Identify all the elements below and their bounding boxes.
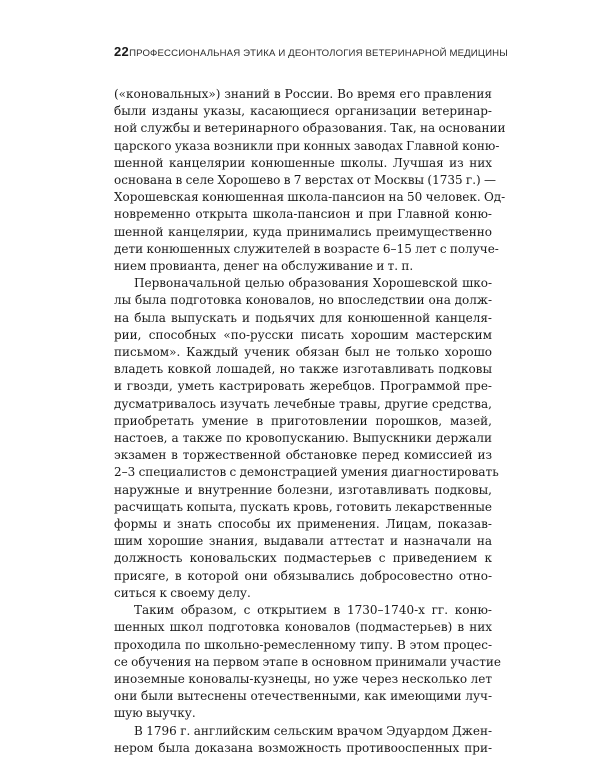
- paragraph: [114, 723, 492, 757]
- running-title: ПРОФЕССИОНАЛЬНАЯ ЭТИКА И ДЕОНТОЛОГИЯ ВЕТЕРИНАРНОЙ МЕДИЦИНЫ: [129, 48, 508, 59]
- running-header: [114, 44, 508, 66]
- text-line: должность коновальских подмастерьев с приведением к: [114, 551, 492, 566]
- text-line: шую выучку.: [114, 706, 196, 721]
- text-line: царского указа возникли при конных заводах Главной коню-: [114, 138, 500, 153]
- text-line: настоев, а также по кровопусканию. Выпускники держали: [114, 431, 492, 446]
- text-line: были изданы указы, касающиеся организации ветеринар-: [114, 104, 492, 119]
- paragraph: [114, 602, 501, 722]
- text-line: лы была подготовка коновалов, но впоследствии она долж-: [114, 293, 492, 308]
- text-line: владеть ковкой лошадей, но также изготавливать подковы: [114, 362, 492, 377]
- text-line: формы и знать способы их применения. Лицам, показав-: [114, 517, 492, 532]
- text-line: экзамен в торжественной обстановке перед комиссией из: [114, 448, 492, 463]
- text-line: В 1796 г. английским сельским врачом Эдуардом Джен-: [134, 723, 492, 738]
- text-line: письмом». Каждый ученик обязан был не только хорошо: [114, 345, 492, 360]
- text-line: шенной канцелярии конюшенные школы. Лучшая из них: [114, 155, 492, 170]
- text-line: они были вытеснены отечественными, как имеющими луч-: [114, 689, 492, 704]
- text-line: новременно открыта школа-пансион и при Главной коню-: [114, 207, 492, 222]
- text-line: основана в селе Хорошево в 7 верстах от Москвы (1735 г.) —: [114, 173, 497, 188]
- text-line: Первоначальной целью образования Хорошевской шко-: [134, 276, 492, 291]
- paragraph: [114, 86, 506, 275]
- text-line: расчищать копыта, пускать кровь, готовить лекарственные: [114, 499, 492, 514]
- text-line: шенных школ подготовка коновалов (подмастерьев) в них: [114, 620, 492, 635]
- text-line: проходила по школьно-ремесленному типу. В этом процес-: [114, 637, 492, 652]
- text-line: шим хорошие знания, выдавали аттестат и назначали на: [114, 534, 492, 549]
- text-line: ной службы и ветеринарного образования. Так, на основании: [114, 121, 506, 136]
- text-line: дети конюшенных служителей в возрасте 6–15 лет с получе-: [114, 241, 499, 256]
- body-text: [114, 86, 506, 757]
- text-line: присяге, в которой они обязывались добросовестно отно-: [114, 568, 492, 583]
- text-line: Хорошевская конюшенная школа-пансион на 50 человек. Од-: [114, 190, 506, 205]
- text-line: 2–3 специалистов с демонстрацией умения диагностировать: [114, 465, 499, 480]
- text-line: («коновальных») знаний в России. Во время его правления: [114, 87, 492, 101]
- paragraph: [114, 275, 499, 602]
- text-line: на была выпускать и подьячих для конюшенной канцеля-: [114, 310, 492, 325]
- text-line: наружные и внутренние болезни, изготавливать подковы,: [114, 482, 492, 497]
- text-line: Таким образом, с открытием в 1730–1740-х гг. коню-: [134, 603, 492, 618]
- text-line: иноземные коновалы-кузнецы, но уже через несколько лет: [114, 671, 492, 686]
- text-line: ситься к своему делу.: [114, 585, 251, 600]
- text-line: нием провианта, денег на обслуживание и т. п.: [114, 259, 414, 274]
- text-line: се обучения на первом этапе в основном принимали участие: [114, 654, 501, 669]
- text-line: нером была доказана возможность противооспенных при-: [114, 740, 492, 755]
- text-line: шенной канцелярии, куда принимались преимущественно: [114, 224, 492, 239]
- text-line: и гвозди, уметь кастрировать жеребцов. Программой пре-: [114, 379, 492, 394]
- text-line: рии, способных «по-русски писать хорошим мастерским: [114, 327, 492, 342]
- text-line: приобретать умение в приготовлении порошков, мазей,: [114, 413, 492, 428]
- text-line: дусматривалось изучать лечебные травы, другие средства,: [114, 396, 492, 411]
- page-number: 22: [114, 44, 130, 59]
